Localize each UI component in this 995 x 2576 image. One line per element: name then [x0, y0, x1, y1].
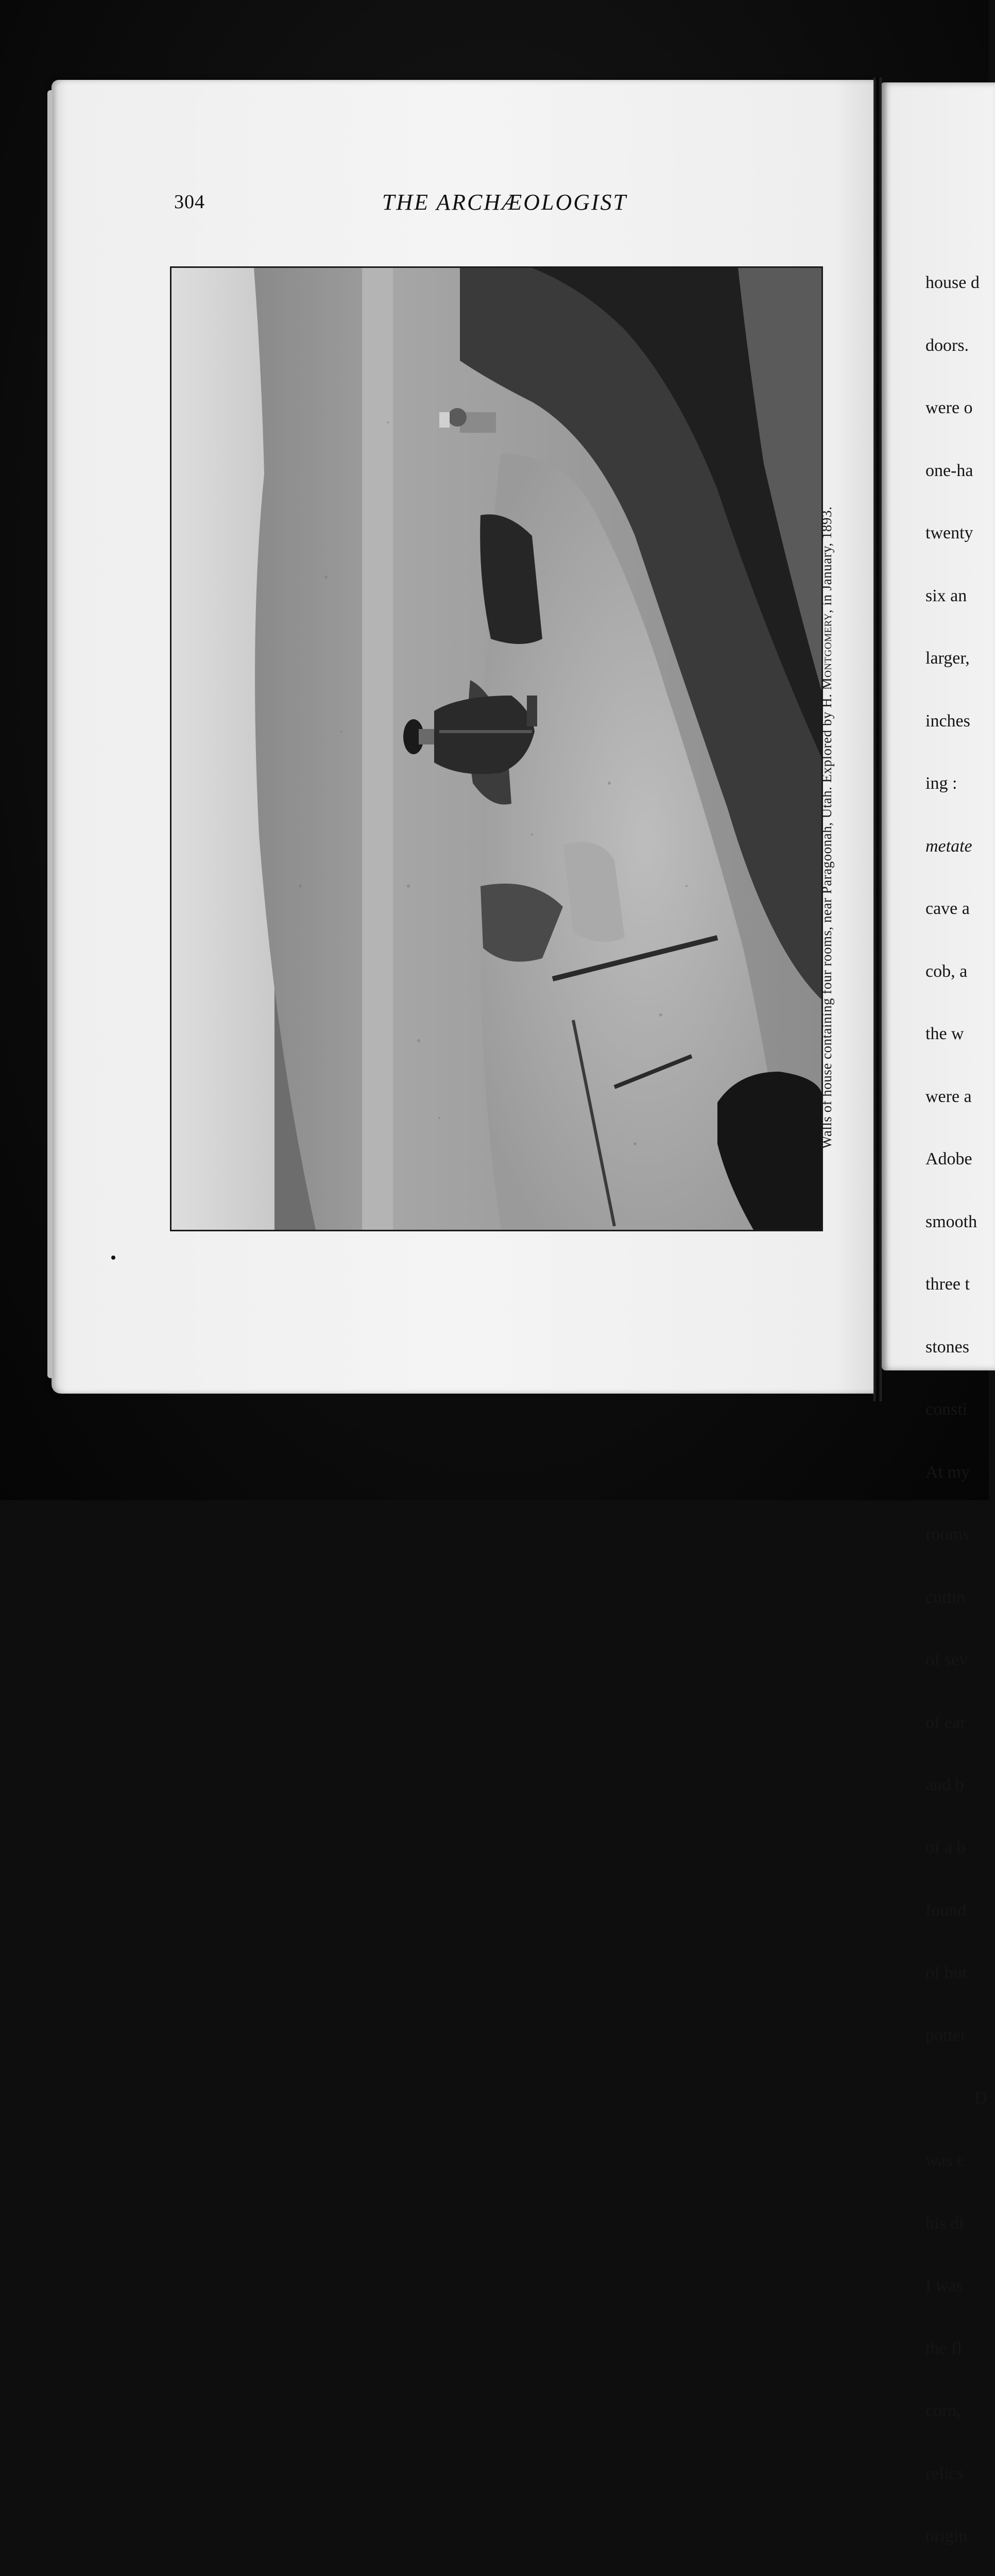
text-line: cave a — [925, 899, 970, 918]
text-line-italic: metate — [925, 836, 972, 856]
right-page-text — [925, 231, 987, 2576]
text-line: cuttin — [925, 1587, 966, 1607]
road — [362, 268, 393, 1230]
text-line: origin — [925, 2527, 968, 2546]
text-line: the w — [925, 1024, 964, 1043]
text-line: three t — [925, 1275, 970, 1294]
text-line: Adobe — [925, 1149, 972, 1168]
text-line: found — [925, 1901, 967, 1920]
book-gutter — [873, 77, 882, 1401]
page-edge — [47, 90, 53, 1378]
text-line: relics — [925, 2464, 964, 2483]
text-line: doors. — [925, 335, 969, 355]
text-line: were a — [925, 1087, 972, 1106]
text-line: of ear — [925, 1713, 966, 1732]
text-line: I was — [925, 2276, 963, 2295]
text-line: and b — [925, 1775, 964, 1794]
text-line: of sev — [925, 1650, 968, 1669]
text-line: cob, a — [925, 961, 968, 981]
text-line: potter — [925, 2026, 967, 2045]
text-line: one-ha — [925, 461, 973, 480]
text-line: six an — [925, 586, 967, 605]
text-line: smooth — [925, 1212, 977, 1231]
photo-illustration — [171, 268, 821, 1230]
text-line: the fl — [925, 2338, 962, 2358]
caption-author: Montgomery — [819, 613, 834, 690]
ink-speck — [111, 1256, 115, 1260]
text-line: his di — [925, 2213, 964, 2233]
text-line: corn, — [925, 2401, 961, 2420]
caption-text-end: , in January, 1893. — [819, 506, 834, 614]
text-line: of a b — [925, 1838, 966, 1857]
text-line: ing : — [925, 774, 957, 793]
text-line: was c — [925, 2151, 965, 2170]
caption-text-start: Walls of house containing four rooms, near Paragoonah, Utah. Explored by H. — [819, 690, 834, 1149]
text-line: larger, — [925, 649, 970, 668]
text-line: rooms — [925, 1525, 969, 1544]
text-line: twenty — [925, 523, 973, 543]
text-line: of but — [925, 1963, 967, 1982]
text-line: house d — [925, 273, 980, 292]
text-line-indented: D — [974, 2088, 987, 2108]
running-head: THE ARCHÆOLOGIST — [382, 190, 628, 215]
page-number: 304 — [174, 191, 205, 213]
excavation-photograph — [170, 266, 823, 1231]
text-line: At my — [925, 1462, 970, 1482]
text-line: were o — [925, 398, 973, 417]
text-line: stones — [925, 1337, 969, 1357]
figure-caption — [819, 263, 835, 1149]
text-line: consti — [925, 1400, 968, 1419]
text-line: inches — [925, 711, 970, 731]
